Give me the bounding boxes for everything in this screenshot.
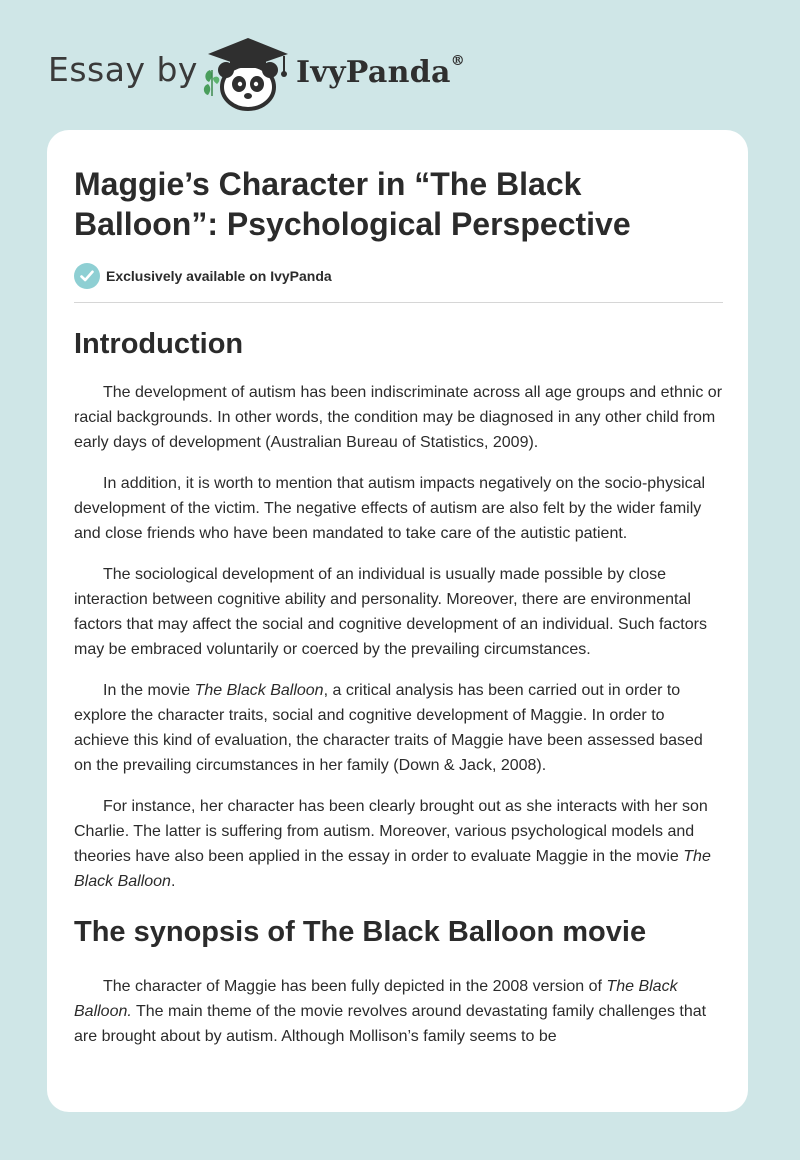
brand-name: [296, 55, 465, 90]
registered-mark: ®: [450, 53, 466, 69]
panda-graduation-cap-icon: [200, 34, 296, 114]
title-divider: [74, 302, 723, 303]
essay-body: [74, 326, 723, 1065]
paragraph: In addition, it is worth to mention that autism impacts negatively on the socio-physical development of the victim. The negative effects of autism are also felt by the wider family and close friends who have been mandated to take care of the autistic patient.: [74, 475, 706, 542]
exclusive-label: Exclusively available on IvyPanda: [106, 268, 332, 284]
paragraph: The development of autism has been indiscriminate across all age groups and ethnic or racial backgrounds. In other words, the condition may be diagnosed in any other child from early days of development (Australian Bureau of Statistics, 2009).: [74, 384, 723, 451]
paragraph-text: For instance, her character has been clearly brought out as she interacts with her son Charlie. The latter is suffering from autism. Moreover, various psychological models and theories have also been applied in the essay in order to evaluate Maggie in the movie: [74, 798, 708, 865]
paragraph: [74, 974, 723, 1049]
essay-by-label: Essay by: [48, 50, 198, 89]
paragraph-text: In the movie: [103, 682, 195, 699]
paragraph-text: The character of Maggie has been fully depicted in the 2008 version of: [103, 978, 607, 995]
section-heading-introduction: Introduction: [74, 328, 244, 360]
paragraph-text: .: [170, 873, 176, 890]
paragraph: [74, 678, 723, 778]
essay-title: Maggie’s Character in “The Black Balloon”: Psychological Perspective: [74, 166, 631, 242]
movie-title-italic: The Black Balloon.: [74, 978, 678, 1020]
paragraph-text: The main theme of the movie revolves around devastating family challenges that are brought about by autism. Although Mollison’s family seems to be: [74, 1003, 707, 1045]
movie-title-italic: The Black Balloon: [194, 682, 324, 699]
checkmark-icon: [74, 263, 100, 289]
ivypanda-logo[interactable]: [200, 34, 466, 114]
movie-title-italic: The Black Balloon: [74, 848, 711, 890]
section-heading-synopsis: The synopsis of The Black Balloon movie: [74, 916, 647, 948]
paragraph-text: , a critical analysis has been carried out in order to explore the character traits, social and cognitive development of Maggie. In order to achieve this kind of evaluation, the character traits of Maggie have been assessed based on the prevailing circumstances in her family (Down & Jack, 2008).: [74, 682, 703, 774]
paragraph: [74, 794, 723, 894]
site-header: [0, 0, 800, 130]
paragraph: The sociological development of an individual is usually made possible by close interaction between cognitive ability and personality. Moreover, there are environmental factors that may affect the social and cognitive development of an individual. Such factors may be embraced voluntarily or coerced by the prevailing circumstances.: [74, 566, 707, 658]
essay-card: [47, 130, 748, 1112]
brand-text: IvyPanda: [296, 55, 451, 90]
exclusive-badge: [74, 262, 332, 290]
